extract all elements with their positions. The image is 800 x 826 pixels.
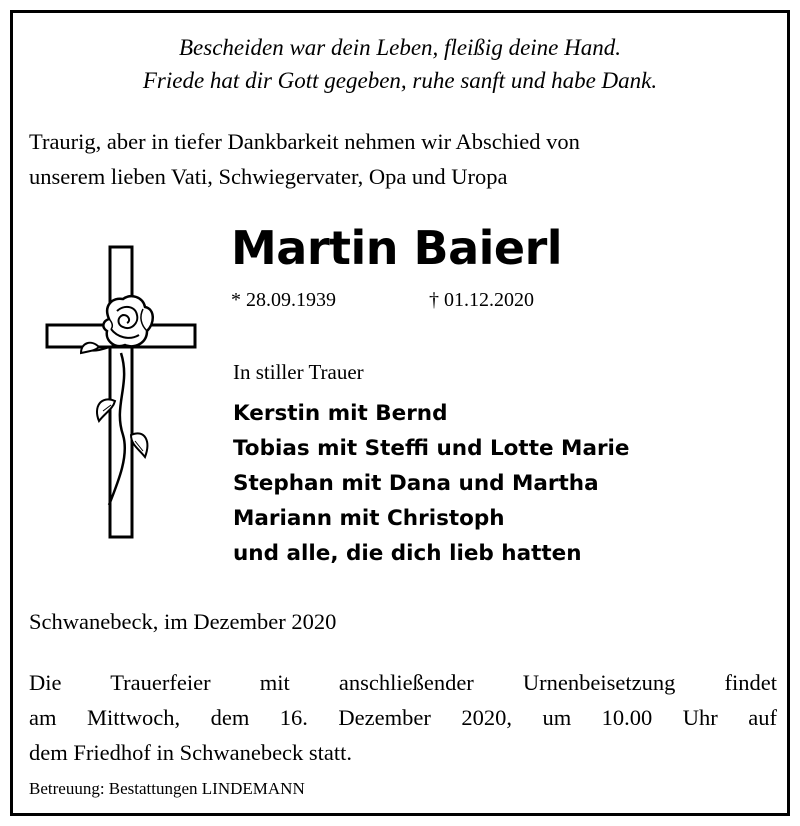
mourner-name: Kerstin mit Bernd <box>233 401 448 426</box>
intro-line-1: Traurig, aber in tiefer Dankbarkeit nehmen wir Abschied von <box>29 129 580 154</box>
birth-date: * 28.09.1939 <box>231 289 336 311</box>
place-date: Schwanebeck, im Dezember 2020 <box>29 609 337 634</box>
poem-line-1: Bescheiden war dein Leben, fleißig deine Hand. <box>178 35 621 60</box>
ceremony-line-1: Die Trauerfeier mit anschließender Urnenbeisetzung findet <box>29 670 777 695</box>
poem-line-2: Friede hat dir Gott gegeben, ruhe sanft und habe Dank. <box>142 68 658 93</box>
deceased-name: Martin Baierl <box>231 221 563 275</box>
mourner-name: Tobias mit Steffi und Lotte Marie <box>233 436 630 461</box>
funeral-home-credit: Betreuung: Bestattungen LINDEMANN <box>29 779 305 798</box>
mourner-name: und alle, die dich lieb hatten <box>233 541 582 566</box>
mourner-name: Stephan mit Dana und Martha <box>233 471 599 496</box>
mourner-name: Mariann mit Christoph <box>233 506 505 531</box>
death-date: † 01.12.2020 <box>429 289 534 311</box>
ceremony-line-2: am Mittwoch, dem 16. Dezember 2020, um 10.00 Uhr auf <box>29 705 777 730</box>
intro-line-2: unserem lieben Vati, Schwiegervater, Opa und Uropa <box>29 164 508 189</box>
ceremony-line-3: dem Friedhof in Schwanebeck statt. <box>29 740 353 765</box>
obituary-notice <box>10 10 790 816</box>
cross-with-rose-icon <box>43 245 203 541</box>
mourners-heading: In stiller Trauer <box>233 360 364 384</box>
